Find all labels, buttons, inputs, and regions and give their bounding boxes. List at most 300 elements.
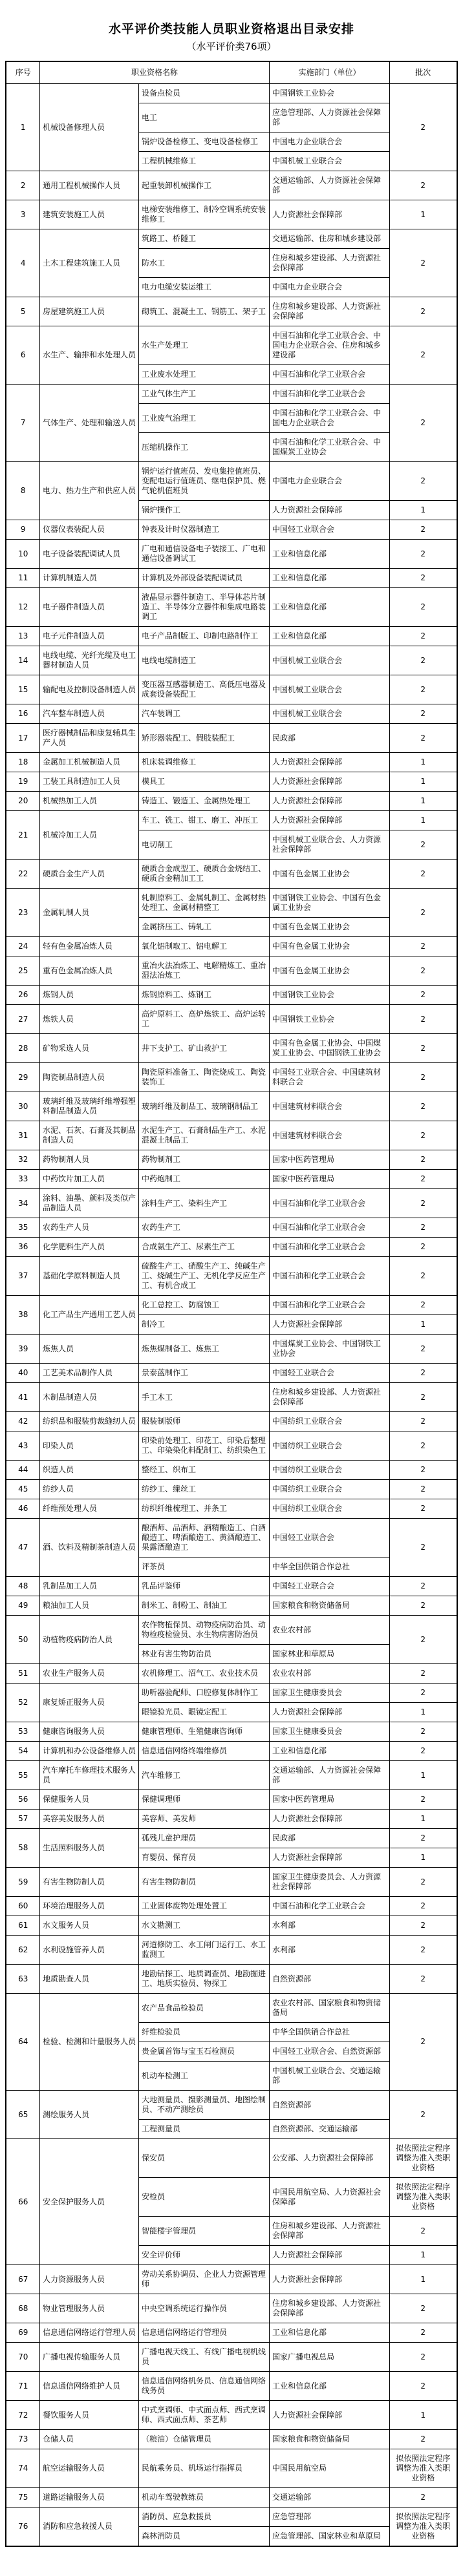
- row-number-cell: 55: [6, 1761, 39, 1790]
- qualification-cell: 工程测量员: [138, 2120, 269, 2139]
- row-number-cell: 74: [6, 2449, 39, 2488]
- department-cell: 住房和城乡建设部、人力资源社会保障部: [270, 2294, 390, 2323]
- category-cell: 计算机制造人员: [39, 569, 138, 588]
- qualification-cell: 玻璃纤维及制品工、玻璃钢制品工: [138, 1092, 269, 1121]
- qualification-cell: 景泰蓝制作工: [138, 1364, 269, 1383]
- category-cell: 有害生物防制人员: [39, 1868, 138, 1897]
- row-number-cell: 17: [6, 724, 39, 753]
- department-cell: 中国机械工业联合会: [270, 152, 390, 171]
- row-number-cell: 50: [6, 1616, 39, 1664]
- department-cell: 人力资源社会保障部: [270, 753, 390, 772]
- category-cell: 道路运输服务人员: [39, 2488, 138, 2507]
- batch-cell: 2: [390, 2091, 457, 2139]
- department-cell: 住房和城乡建设部、人力资源社会保障部: [270, 297, 390, 326]
- department-cell: 中国纺织工业联合会: [270, 1480, 390, 1499]
- department-cell: 公安部、人力资源社会保障部: [270, 2139, 390, 2178]
- category-cell: 广播电视传输服务人员: [39, 2343, 138, 2372]
- department-cell: 中国石油和化学工业联合会、中国电力企业联合会: [270, 404, 390, 433]
- department-cell: 交通运输部、住房和城乡建设部: [270, 229, 390, 249]
- row-number-cell: 4: [6, 229, 39, 297]
- row-number-cell: 41: [6, 1383, 39, 1412]
- batch-cell: 2: [390, 462, 457, 501]
- table-row: [6, 1296, 457, 1315]
- qualification-cell: 乳品评鉴师: [138, 1577, 269, 1596]
- qualification-cell: 智能楼宇管理员: [138, 2217, 269, 2246]
- batch-cell: 2: [390, 1596, 457, 1616]
- qualification-cell: 电子产品制版工、印制电路制作工: [138, 627, 269, 646]
- department-cell: 国家中医药管理局: [270, 1790, 390, 1810]
- batch-cell: 2: [390, 2294, 457, 2323]
- table-row: [6, 1034, 457, 1063]
- department-cell: 交通运输部、人力资源社会保障部: [270, 1761, 390, 1790]
- batch-cell: 2: [390, 704, 457, 724]
- row-number-cell: 65: [6, 2091, 39, 2139]
- batch-cell: 2: [390, 1383, 457, 1412]
- department-cell: 自然资源部、交通运输部: [270, 2120, 390, 2139]
- page-subtitle: （水平评价类76项）: [186, 41, 277, 52]
- batch-cell: 2: [390, 889, 457, 937]
- qualification-cell: 钟表及计时仪器制造工: [138, 520, 269, 540]
- department-cell: 中国钢铁工业协会: [270, 1005, 390, 1034]
- department-cell: 中国石油和化学工业联合会: [270, 365, 390, 385]
- department-cell: 工业和信息化部: [270, 569, 390, 588]
- department-cell: 工业和信息化部: [270, 588, 390, 627]
- qualification-cell: 美容师、美发师: [138, 1810, 269, 1829]
- qualification-cell: 硬质合金成型工、硬质合金烧结工、硬质合金精加工工: [138, 860, 269, 889]
- department-cell: 住房和城乡建设部、人力资源社会保障部: [270, 1383, 390, 1412]
- department-cell: 中国轻工业联合会、自然资源部: [270, 2042, 390, 2062]
- row-number-cell: 73: [6, 2430, 39, 2449]
- category-cell: 水泥、石灰、石膏及其制品制造人员: [39, 1121, 138, 1150]
- batch-cell: 2: [390, 1170, 457, 1189]
- department-cell: 中国煤炭工业协会、中国钢铁工业协会: [270, 1335, 390, 1364]
- category-cell: 金属加工机械制造人员: [39, 753, 138, 772]
- category-cell: 检验、检测和计量服务人员: [39, 1994, 138, 2091]
- row-number-cell: 75: [6, 2488, 39, 2507]
- batch-cell: 1: [390, 2265, 457, 2294]
- row-number-cell: 44: [6, 1461, 39, 1480]
- table-row: [6, 704, 457, 724]
- qualification-cell: 化工总控工、防腐蚀工: [138, 1296, 269, 1315]
- batch-cell: 2: [390, 1577, 457, 1596]
- table-row: [6, 84, 457, 103]
- batch-cell: 2: [390, 1936, 457, 1965]
- category-cell: 印染人员: [39, 1431, 138, 1461]
- category-cell: 物业管理服务人员: [39, 2294, 138, 2323]
- qualification-cell: 锅炉操作工: [138, 501, 269, 520]
- qualification-cell: 工业废水处理工: [138, 365, 269, 385]
- batch-cell: 2: [390, 2430, 457, 2449]
- row-number-cell: 56: [6, 1790, 39, 1810]
- table-row: [6, 1431, 457, 1461]
- category-cell: 航空运输服务人员: [39, 2449, 138, 2488]
- table-row: [6, 200, 457, 229]
- row-number-cell: 24: [6, 937, 39, 956]
- qualification-cell: 孤残儿童护理员: [138, 1829, 269, 1848]
- row-number-cell: 13: [6, 627, 39, 646]
- qualification-cell: 纺纱工、缫丝工: [138, 1480, 269, 1499]
- table-row: [6, 1121, 457, 1150]
- category-cell: 汽车整车制造人员: [39, 704, 138, 724]
- department-cell: 国家广播电视总局: [270, 2343, 390, 2372]
- qualification-cell: 模具工: [138, 772, 269, 792]
- table-row: [6, 1335, 457, 1364]
- category-cell: 动植物疫病防治人员: [39, 1616, 138, 1664]
- table-row: [6, 1916, 457, 1936]
- row-number-cell: 64: [6, 1994, 39, 2091]
- table-row: [6, 2323, 457, 2343]
- department-cell: 人力资源社会保障部: [270, 772, 390, 792]
- batch-cell: 2: [390, 1063, 457, 1092]
- batch-cell: 2: [390, 2323, 457, 2343]
- category-cell: 工装工具制造加工人员: [39, 772, 138, 792]
- category-cell: 化工产品生产通用工艺人员: [39, 1296, 138, 1335]
- table-row: [6, 956, 457, 986]
- qualification-cell: 森林消防员: [138, 2527, 269, 2547]
- department-cell: 中国有色金属工业协会、中国煤炭工业协会、中国钢铁工业协会: [270, 1034, 390, 1063]
- category-cell: 矿物采选人员: [39, 1034, 138, 1063]
- department-cell: 应急管理部、人力资源社会保障部: [270, 103, 390, 132]
- qualification-cell: 机床装调维修工: [138, 753, 269, 772]
- row-number-cell: 11: [6, 569, 39, 588]
- department-cell: 农业农村部: [270, 1664, 390, 1684]
- qualification-cell: 助听器验配师、口腔修复体制作工: [138, 1684, 269, 1703]
- batch-cell: 2: [390, 1431, 457, 1461]
- table-row: [6, 1684, 457, 1703]
- row-number-cell: 76: [6, 2507, 39, 2547]
- qualification-cell: 矫形器装配工、假肢装配工: [138, 724, 269, 753]
- table-row: [6, 462, 457, 501]
- department-cell: 中国钢铁工业协会: [270, 986, 390, 1005]
- qualification-cell: 民航乘务员、机场运行指挥员: [138, 2449, 269, 2488]
- table-row: [6, 1092, 457, 1121]
- table-row: [6, 2265, 457, 2294]
- row-number-cell: 40: [6, 1364, 39, 1383]
- qualification-cell: 涂料生产工、染料生产工: [138, 1189, 269, 1218]
- qualification-cell: 印染前处理工、印花工、印染后整理工、印染染化料配制工、纺织染色工: [138, 1431, 269, 1461]
- qualification-cell: 电力电缆安装运维工: [138, 278, 269, 297]
- qualification-cell: 育婴员、保育员: [138, 1848, 269, 1868]
- qualification-cell: 机动车驾驶教练员: [138, 2488, 269, 2507]
- table-row: [6, 1063, 457, 1092]
- department-cell: 国家林业和草原局: [270, 1645, 390, 1664]
- qualification-cell: 水生产处理工: [138, 326, 269, 365]
- row-number-cell: 16: [6, 704, 39, 724]
- batch-cell: 2: [390, 2343, 457, 2372]
- row-number-cell: 2: [6, 171, 39, 200]
- batch-cell: 2: [390, 830, 457, 860]
- row-number-cell: 52: [6, 1684, 39, 1722]
- row-number-cell: 30: [6, 1092, 39, 1121]
- qualification-cell: 中央空调系统运行操作员: [138, 2294, 269, 2323]
- table-row: [6, 1189, 457, 1218]
- category-cell: 信息通信网络运行管理人员: [39, 2323, 138, 2343]
- row-number-cell: 34: [6, 1189, 39, 1218]
- row-number-cell: 70: [6, 2343, 39, 2372]
- header-batch: 批次: [390, 61, 457, 84]
- batch-cell: 2: [390, 860, 457, 889]
- category-cell: 化学肥料生产人员: [39, 1238, 138, 1257]
- row-number-cell: 28: [6, 1034, 39, 1063]
- batch-cell: 2: [390, 1965, 457, 1994]
- department-cell: 人力资源社会保障部: [270, 2265, 390, 2294]
- category-cell: 建筑安装施工人员: [39, 200, 138, 229]
- batch-cell: 1: [390, 772, 457, 792]
- department-cell: 中国石油和化学工业联合会: [270, 385, 390, 404]
- qualification-cell: 电工: [138, 103, 269, 132]
- qualification-cell: 农机修理工、沼气工、农业技术员: [138, 1664, 269, 1684]
- batch-cell: 2: [390, 1296, 457, 1315]
- qualification-cell: 中药炮制工: [138, 1170, 269, 1189]
- department-cell: 人力资源社会保障部: [270, 2401, 390, 2430]
- category-cell: 纤维预处理人员: [39, 1499, 138, 1519]
- department-cell: 人力资源社会保障部: [270, 811, 390, 830]
- qualification-cell: 氧化铝制取工、铝电解工: [138, 937, 269, 956]
- batch-cell: 1: [390, 1703, 457, 1722]
- department-cell: 中国机械工业联合会、人力资源社会保障部: [270, 830, 390, 860]
- row-number-cell: 26: [6, 986, 39, 1005]
- category-cell: 美容美发服务人员: [39, 1810, 138, 1829]
- department-cell: 自然资源部: [270, 1965, 390, 1994]
- row-number-cell: 8: [6, 462, 39, 520]
- batch-cell: 2: [390, 1519, 457, 1577]
- qualification-cell: 保安员: [138, 2139, 269, 2178]
- category-cell: 机械冷加工人员: [39, 811, 138, 860]
- table-row: [6, 2294, 457, 2323]
- qualification-cell: 消防员、应急救援员: [138, 2507, 269, 2527]
- batch-cell: 2: [390, 1238, 457, 1257]
- row-number-cell: 31: [6, 1121, 39, 1150]
- category-cell: 轻有色金属冶炼人员: [39, 937, 138, 956]
- qualification-cell: 劳动关系协调员、企业人力资源管理师: [138, 2265, 269, 2294]
- batch-cell: 2: [390, 569, 457, 588]
- qualification-cell: 农作物植保员、动物疫病防治员、动物检疫检验员、水生物病害防治员: [138, 1616, 269, 1645]
- qualification-cell: 锅炉运行值班员、发电集控值班员、变配电运行值班员、继电保护员、燃气轮机值班员: [138, 462, 269, 501]
- header-no: 序号: [6, 61, 39, 84]
- row-number-cell: 6: [6, 326, 39, 385]
- department-cell: 中国有色金属工业协会: [270, 937, 390, 956]
- row-number-cell: 68: [6, 2294, 39, 2323]
- row-number-cell: 22: [6, 860, 39, 889]
- category-cell: 气体生产、处理和输送人员: [39, 385, 138, 462]
- qualifications-table: [5, 61, 457, 2547]
- table-row: [6, 1761, 457, 1790]
- batch-cell: 2: [390, 1257, 457, 1296]
- row-number-cell: 19: [6, 772, 39, 792]
- row-number-cell: 20: [6, 792, 39, 811]
- row-number-cell: 27: [6, 1005, 39, 1034]
- qualification-cell: 高炉原料工、高炉炼铁工、高炉运转工: [138, 1005, 269, 1034]
- qualification-cell: 林业有害生物防治员: [138, 1645, 269, 1664]
- qualification-cell: 纺织纤维梳理工、并条工: [138, 1499, 269, 1519]
- category-cell: 陶瓷制品制造人员: [39, 1063, 138, 1092]
- batch-cell: 2: [390, 1684, 457, 1703]
- batch-cell: 2: [390, 2372, 457, 2401]
- qualification-cell: 农产品食品检验员: [138, 1994, 269, 2023]
- department-cell: 中国民用航空局: [270, 2449, 390, 2488]
- department-cell: 中国纺织工业联合会: [270, 1499, 390, 1519]
- table-row: [6, 753, 457, 772]
- row-number-cell: 58: [6, 1829, 39, 1868]
- qualification-cell: 工业固体废物处理处置工: [138, 1897, 269, 1916]
- qualification-cell: 广播电视天线工、有线广播电视机线员: [138, 2343, 269, 2372]
- qualification-cell: 车工、铣工、钳工、磨工、冲压工: [138, 811, 269, 830]
- table-row: [6, 986, 457, 1005]
- department-cell: 中国轻工业联合会: [270, 1519, 390, 1557]
- department-cell: 国家中医药管理局: [270, 1170, 390, 1189]
- row-number-cell: 37: [6, 1257, 39, 1296]
- category-cell: 农业生产服务人员: [39, 1664, 138, 1684]
- table-row: [6, 1742, 457, 1761]
- department-cell: 中国建筑材料联合会: [270, 1092, 390, 1121]
- table-row: [6, 1596, 457, 1616]
- batch-cell: 2: [390, 1480, 457, 1499]
- department-cell: 中国有色金属工业协会: [270, 860, 390, 889]
- qualification-cell: 工业废气治理工: [138, 404, 269, 433]
- qualification-cell: （粮油）仓储管理员: [138, 2430, 269, 2449]
- category-cell: 汽车摩托车修理技术服务人员: [39, 1761, 138, 1790]
- category-cell: 土木工程建筑施工人员: [39, 229, 138, 297]
- department-cell: 中国石油和化学工业联合会: [270, 1257, 390, 1296]
- table-row: [6, 1412, 457, 1431]
- department-cell: 中国机械工业联合会、交通运输部: [270, 2062, 390, 2091]
- table-row: [6, 1577, 457, 1596]
- table-row: [6, 2091, 457, 2120]
- department-cell: 水利部: [270, 1936, 390, 1965]
- department-cell: 人力资源社会保障部: [270, 1315, 390, 1335]
- qualification-cell: 广电和通信设备电子装接工、广电和通信设备调试工: [138, 540, 269, 569]
- category-cell: 通用工程机械操作人员: [39, 171, 138, 200]
- qualification-cell: 酿酒师、品酒师、酒精酿造工、白酒酿造工、啤酒酿造工、黄酒酿造工、果露酒酿造工: [138, 1519, 269, 1557]
- table-row: [6, 171, 457, 200]
- batch-cell: 1: [390, 753, 457, 772]
- row-number-cell: 10: [6, 540, 39, 569]
- department-cell: 应急管理部、国家林业和草原局: [270, 2527, 390, 2547]
- batch-cell: 2: [390, 1499, 457, 1519]
- batch-cell: 2: [390, 1897, 457, 1916]
- qualification-cell: 陶瓷原料准备工、陶瓷烧成工、陶瓷装饰工: [138, 1063, 269, 1092]
- table-row: [6, 1829, 457, 1848]
- table-row: [6, 811, 457, 830]
- table-row: [6, 675, 457, 704]
- category-cell: 水文服务人员: [39, 1916, 138, 1936]
- department-cell: 民政部: [270, 724, 390, 753]
- table-row: [6, 1810, 457, 1829]
- table-row: [6, 1664, 457, 1684]
- header-qualification-name: 职业资格名称: [39, 61, 269, 84]
- row-number-cell: 7: [6, 385, 39, 462]
- department-cell: 中国机械工业联合会: [270, 675, 390, 704]
- table-row: [6, 2372, 457, 2401]
- category-cell: 安全保护服务人员: [39, 2139, 138, 2265]
- department-cell: 工业和信息化部: [270, 540, 390, 569]
- qualification-cell: 设备点检员: [138, 84, 269, 103]
- qualification-cell: 水文勘测工: [138, 1916, 269, 1936]
- department-cell: 中国电力企业联合会: [270, 278, 390, 297]
- batch-cell: 2: [390, 956, 457, 986]
- qualification-cell: 变压器互感器制造工、高低压电器及成套设备装配工: [138, 675, 269, 704]
- qualification-cell: 汽车装调工: [138, 704, 269, 724]
- category-cell: 电子器件制造人员: [39, 588, 138, 627]
- department-cell: 中国钢铁工业协会: [270, 84, 390, 103]
- batch-cell: 2: [390, 1150, 457, 1170]
- department-cell: 中国石油和化学工业联合会: [270, 1218, 390, 1238]
- row-number-cell: 32: [6, 1150, 39, 1170]
- department-cell: 工业和信息化部: [270, 1742, 390, 1761]
- department-cell: 中华全国供销合作总社: [270, 1557, 390, 1577]
- qualification-cell: 汽车维修工: [138, 1761, 269, 1790]
- qualification-cell: 金属挤压工、铸轧工: [138, 918, 269, 937]
- table-row: [6, 627, 457, 646]
- batch-cell: 2: [390, 2217, 457, 2246]
- category-cell: 保健服务人员: [39, 1790, 138, 1810]
- batch-cell: 2: [390, 1916, 457, 1936]
- department-cell: 中国钢铁工业协会、中国有色金属工业协会: [270, 889, 390, 918]
- row-number-cell: 48: [6, 1577, 39, 1596]
- department-cell: 国家卫生健康委员会、人力资源社会保障部: [270, 1868, 390, 1897]
- category-cell: 炼钢人员: [39, 986, 138, 1005]
- page-title: 水平评价类技能人员职业资格退出目录安排: [108, 22, 354, 36]
- row-number-cell: 49: [6, 1596, 39, 1616]
- header-department: 实施部门（单位）: [270, 61, 390, 84]
- table-row: [6, 1519, 457, 1557]
- batch-cell: 2: [390, 1742, 457, 1761]
- table-row: [6, 2507, 457, 2527]
- row-number-cell: 39: [6, 1335, 39, 1364]
- department-cell: 人力资源社会保障部: [270, 1703, 390, 1722]
- row-number-cell: 53: [6, 1722, 39, 1742]
- category-cell: 医疗器械制品和康复辅具生产人员: [39, 724, 138, 753]
- category-cell: 涂料、油墨、颜料及类似产品制造人员: [39, 1189, 138, 1218]
- table-row: [6, 1364, 457, 1383]
- category-cell: 酒、饮料及精制茶制造人员: [39, 1519, 138, 1577]
- qualification-cell: 贵金属首饰与宝玉石检测员: [138, 2042, 269, 2062]
- qualification-cell: 砌筑工、混凝土工、钢筋工、架子工: [138, 297, 269, 326]
- batch-cell: 1: [390, 501, 457, 520]
- department-cell: 应急管理部: [270, 2507, 390, 2527]
- row-number-cell: 66: [6, 2139, 39, 2265]
- category-cell: 健康咨询服务人员: [39, 1722, 138, 1742]
- qualification-cell: 安检员: [138, 2178, 269, 2217]
- batch-cell: 1: [390, 1848, 457, 1868]
- department-cell: 国家中医药管理局: [270, 1150, 390, 1170]
- batch-cell: 2: [390, 84, 457, 171]
- batch-cell: 2: [390, 540, 457, 569]
- department-cell: 中国石油和化学工业联合会: [270, 1189, 390, 1218]
- department-cell: 中国轻工业联合会: [270, 520, 390, 540]
- batch-cell: 2: [390, 1868, 457, 1897]
- batch-cell: 2: [390, 171, 457, 200]
- table-row: [6, 569, 457, 588]
- department-cell: 人力资源社会保障部: [270, 1810, 390, 1829]
- batch-cell: 拟依照法定程序调整为准入类职业资格: [390, 2139, 457, 2178]
- qualification-cell: 有害生物防制员: [138, 1868, 269, 1897]
- row-number-cell: 59: [6, 1868, 39, 1897]
- qualification-cell: 健康管理师、生殖健康咨询师: [138, 1722, 269, 1742]
- qualification-cell: 纤维检验员: [138, 2023, 269, 2042]
- department-cell: 住房和城乡建设部、人力资源社会保障部: [270, 2217, 390, 2246]
- table-row: [6, 1383, 457, 1412]
- category-cell: 电子元件制造人员: [39, 627, 138, 646]
- qualification-cell: 水泥生产工、石膏制品生产工、水泥混凝土制品工: [138, 1121, 269, 1150]
- category-cell: 水利设施管养人员: [39, 1936, 138, 1965]
- category-cell: 中药饮片加工人员: [39, 1170, 138, 1189]
- document: [0, 19, 463, 2547]
- qualification-cell: 工业气体生产工: [138, 385, 269, 404]
- department-cell: 中国纺织工业联合会: [270, 1461, 390, 1480]
- batch-cell: 2: [390, 675, 457, 704]
- row-number-cell: 42: [6, 1412, 39, 1431]
